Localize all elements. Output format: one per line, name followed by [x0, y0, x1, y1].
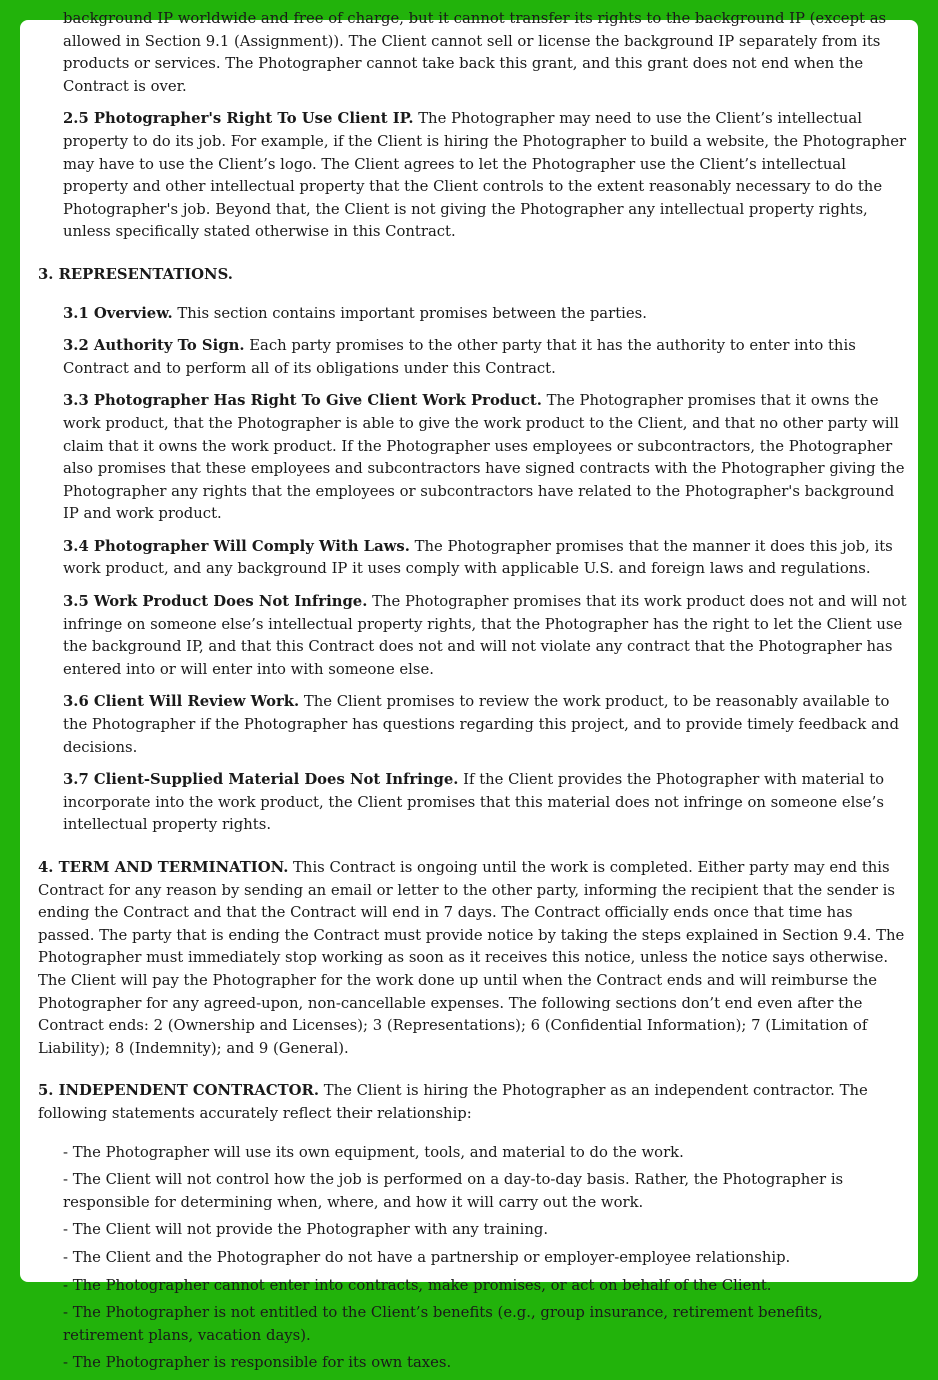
paragraph-title: 3.2 Authority To Sign.	[63, 337, 245, 355]
list-item: - The Photographer is not entitled to the Client’s benefits (e.g., group insurance, retirement benefits, retirement plans, vacation days).	[63, 1304, 823, 1344]
document-page	[20, 10, 918, 1372]
list-item: - The Client and the Photographer do not have a partnership or employer-employee relationship.	[63, 1248, 791, 1266]
section-3-heading: 3. REPRESENTATIONS.	[38, 265, 233, 283]
list-item: - The Photographer will use its own equipment, tools, and material to do the work.	[63, 1143, 684, 1161]
paragraph-3-4	[63, 536, 908, 581]
paragraph-3-2	[63, 335, 908, 380]
paragraph-3-1	[63, 303, 908, 326]
section-text: The Client is hiring the Photographer as an independent contractor. The following statements accurately reflect their relationship:	[38, 1082, 868, 1122]
paragraph-title: 3.6 Client Will Review Work.	[63, 693, 300, 711]
section-text: This Contract is ongoing until the work is completed. Either party may end this Contract for any reason by sending an email or letter to the other party, informing the recipient that the sender is ending the Contract and that the Contract will end in 7 days. The Contract officially ends once that time has passed. The party that is ending the Contract must provide notice by taking the steps explained in Section 9.4. The Photographer must immediately stop working as soon as it receives this notice, unless the notice says otherwise. The Client will pay the Photographer for the work done up until when the Contract ends and will reimburse the Photographer for any agreed-upon, non-cancellable expenses. The following sections don’t end even after the Contract ends: 2 (Ownership and Licenses); 3 (Representations); 6 (Confidential Information); 7 (Limitation of Liability); 8 (Indemnity); and 9 (General).	[38, 859, 905, 1057]
paragraph-3-6	[63, 691, 908, 759]
document-body	[38, 8, 908, 1380]
section-title: 4. TERM AND TERMINATION.	[38, 859, 289, 876]
paragraph-text: The Client promises to review the work product, to be reasonably available to the Photographer if the Photographer has questions regarding this project, and to provide timely feedback and decisions.	[63, 693, 899, 756]
section-title: 5. INDEPENDENT CONTRACTOR.	[38, 1082, 319, 1100]
list-item: - The Client will not control how the job is performed on a day-to-day basis. Rather, the Photographer is responsible for determining when, where, and how it will carry out the work.	[63, 1171, 844, 1211]
paragraph-3-7	[63, 769, 908, 837]
paragraph-text: background IP worldwide and free of charge, but it cannot transfer its rights to the background IP (except as allowed in Section 9.1 (Assignment)). The Client cannot sell or license the background IP separately from its products or services. The Photographer cannot take back this grant, and this grant does not end when the Contract is over.	[63, 10, 887, 95]
paragraph-2-4-continued	[63, 8, 908, 98]
list-item: - The Photographer is responsible for its own taxes.	[63, 1354, 452, 1372]
paragraph-text: If the Client provides the Photographer with material to incorporate into the work product, the Client promises that this material does not infringe on someone else’s intellectual property rights.	[63, 771, 885, 834]
paragraph-title: 2.5 Photographer's Right To Use Client IP.	[63, 110, 414, 128]
paragraph-3-3	[63, 390, 908, 526]
paragraph-text: This section contains important promises between the parties.	[172, 304, 647, 322]
paragraph-text: The Photographer promises that the manner it does this job, its work product, and any background IP it uses comply with applicable U.S. and foreign laws and regulations.	[63, 537, 893, 578]
section-5	[38, 1080, 908, 1125]
contractor-statements-list	[63, 1142, 908, 1375]
section-4	[38, 857, 908, 1060]
list-item: - The Client will not provide the Photographer with any training.	[63, 1221, 549, 1239]
paragraph-title: 3.5 Work Product Does Not Infringe.	[63, 593, 368, 611]
paragraph-title: 3.3 Photographer Has Right To Give Client Work Product.	[63, 392, 542, 410]
paragraph-title: 3.7 Client-Supplied Material Does Not Infringe.	[63, 771, 459, 789]
paragraph-text: The Photographer may need to use the Client’s intellectual property to do its job. For example, if the Client is hiring the Photographer to build a website, the Photographer may have to use the Client’s logo. The Client agrees to let the Photographer use the Client’s intellectual property and other intellectual property that the Client controls to the extent reasonably necessary to do the Photographer's job. Beyond that, the Client is not giving the Photographer any intellectual property rights, unless specifically stated otherwise in this Contract.	[63, 110, 907, 241]
paragraph-text: The Photographer promises that it owns the work product, that the Photographer is able to give the work product to the Client, and that no other party will claim that it owns the work product. If the Photographer uses employees or subcontractors, the Photographer also promises that these employees and subcontractors have signed contracts with the Photographer giving the Photographer any rights that the employees or subcontractors have related to the Photographer's background IP and work product.	[63, 392, 905, 523]
paragraph-title: 3.4 Photographer Will Comply With Laws.	[63, 537, 410, 555]
paragraph-3-5	[63, 591, 908, 681]
paragraph-2-5	[63, 108, 908, 244]
paragraph-text: Each party promises to the other party that it has the authority to enter into this Contract and to perform all of its obligations under this Contract.	[63, 337, 856, 377]
paragraph-text: The Photographer promises that its work product does not and will not infringe on someone else’s intellectual property rights, that the Photographer has the right to let the Client use the background IP, and that this Contract does not and will not violate any contract that the Photographer has entered into or will enter into with someone else.	[63, 593, 907, 678]
list-item: - The Photographer cannot enter into contracts, make promises, or act on behalf of the Client.	[63, 1276, 772, 1294]
paragraph-title: 3.1 Overview.	[63, 304, 173, 322]
